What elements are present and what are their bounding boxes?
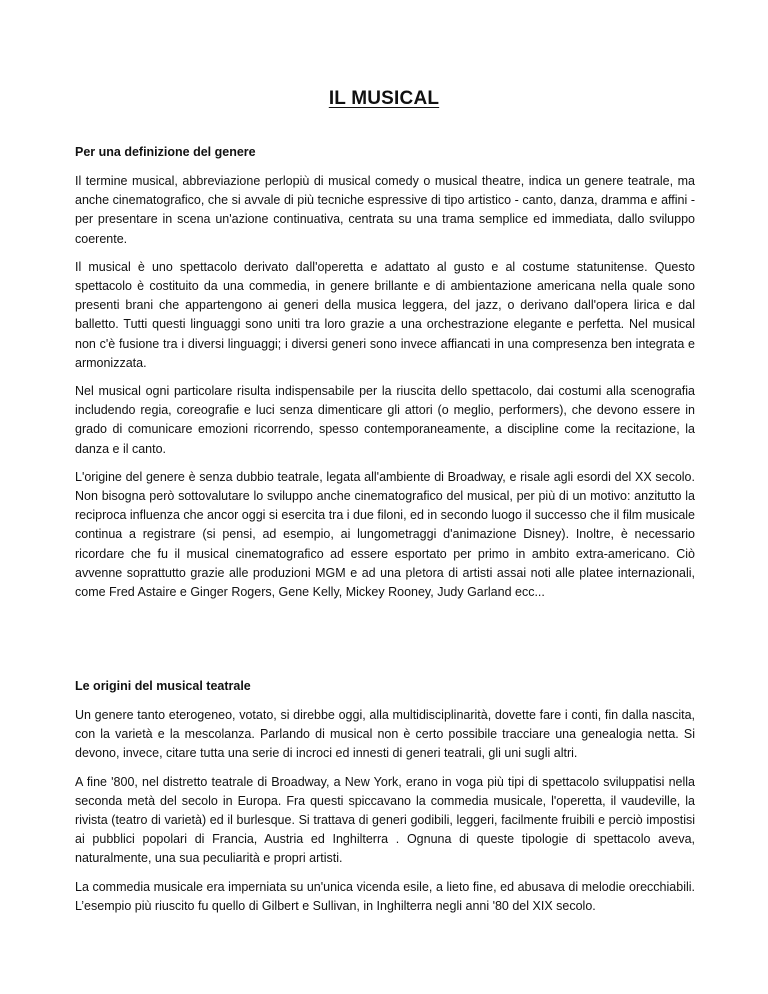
paragraph: L'origine del genere è senza dubbio teatrale, legata all'ambiente di Broadway, e risale agli esordi del XX secolo. Non bisogna però sottovalutare lo sviluppo anche cinematografico del musical, per più di un motivo: anzitutto la reciproca influenza che ancor oggi si esercita tra i due filoni, ed in secondo luogo il successo che il film musicale continua a registrare (si pensi, ad esempio, ai lungometraggi d'animazione Disney). Inoltre, è necessario ricordare che fu il musical cinematografico ad essere esportato per primo in ambito extra-americano. Ciò avvenne soprattutto grazie alle produzioni MGM e ad una pletora di artisti assai noti alle platee internazionali, come Fred Astaire e Ginger Rogers, Gene Kelly, Mickey Rooney, Judy Garland ecc... bbox=[75, 469, 695, 600]
paragraph: La commedia musicale era imperniata su un'unica vicenda esile, a lieto fine, ed abusava di melodie orecchiabili. L’esempio più riuscito fu quello di Gilbert e Sullivan, in Inghilterra negli anni '80 del XIX secolo. bbox=[75, 879, 695, 913]
document-title: IL MUSICAL bbox=[328, 88, 440, 109]
paragraph: Un genere tanto eterogeneo, votato, si direbbe oggi, alla multidisciplinarità, dovette fare i conti, fin dalla nascita, con la varietà e la mescolanza. Parlando di musical non è certo possibile tracciare una genealogia netta. Si devono, invece, citare tutta una serie di incroci ed innesti di generi teatrali, gli uni sugli altri. bbox=[75, 708, 695, 761]
paragraph: Nel musical ogni particolare risulta indispensabile per la riuscita dello spettacolo, dai costumi alla scenografia includendo regia, coreografie e luci senza dimenticare gli attori (o meglio, performers), che devono essere in grado di comunicare emozioni ricorrendo, spesso contemporaneamente, a discipline come la recitazione, la danza e il canto. bbox=[75, 384, 695, 456]
paragraph: Il termine musical, abbreviazione perlopiù di musical comedy o musical theatre, indica un genere teatrale, ma anche cinematografico, che si avvale di più tecniche espressive di tipo artistico - canto, danza, dramma e affini - per presentare in scena un'azione continuativa, centrata su una trama semplice ed immediata, dallo sviluppo coerente. bbox=[75, 174, 695, 246]
paragraph: Il musical è uno spettacolo derivato dall'operetta e adattato al gusto e al costume statunitense. Questo spettacolo è costituito da una commedia, in genere brillante e di ambientazione americana nella quale sono presenti brani che appartengono ai generi della musica leggera, del jazz, o derivano dall'opera lirica e dal balletto. Tutti questi linguaggi sono uniti tra loro grazie a una orchestrazione elegante e perfetta. Nel musical non c'è fusione tra i diversi linguaggi; i diversi generi sono invece affiancati in una compresenza ben integrata e armonizzata. bbox=[75, 259, 695, 370]
paragraph: A fine '800, nel distretto teatrale di Broadway, a New York, erano in voga più tipi di spettacolo sviluppatisi nella seconda metà del secolo in Europa. Fra questi spiccavano la commedia musicale, l'operetta, il vaudeville, la rivista (teatro di varietà) ed il burlesque. Si trattava di generi godibili, leggeri, facilmente fruibili e perciò impostisi ai pubblici popolari di Francia, Austria ed Inghilterra . Ognuna di queste tipologie di spettacolo aveva, naturalmente, una sua peculiarità e propri artisti. bbox=[75, 774, 695, 866]
section-heading: Le origini del musical teatrale bbox=[75, 679, 251, 693]
section-definition bbox=[75, 145, 695, 611]
section-origins bbox=[75, 679, 695, 925]
section-heading: Per una definizione del genere bbox=[75, 145, 256, 159]
